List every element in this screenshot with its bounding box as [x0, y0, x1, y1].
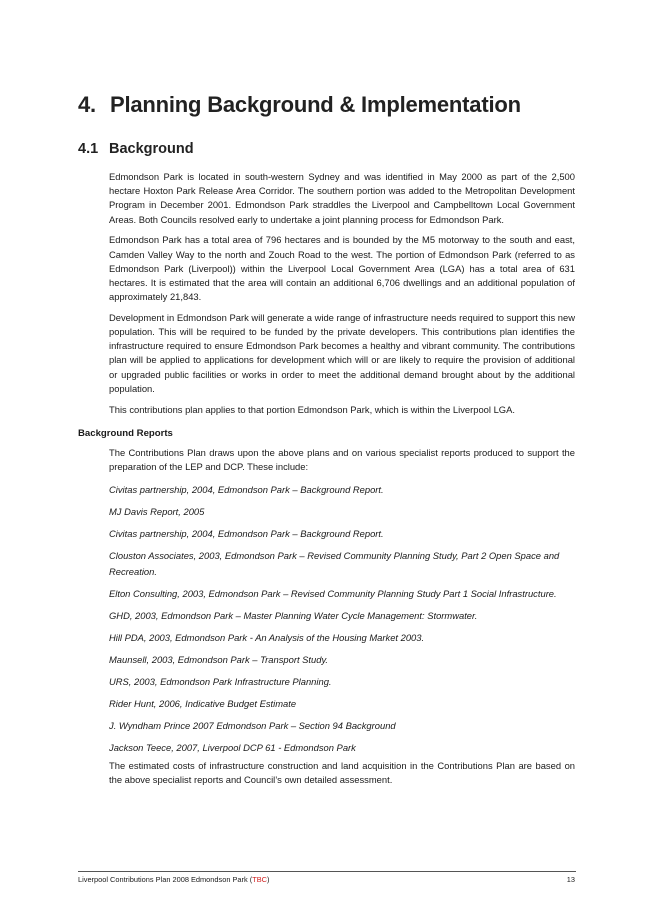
reports-closing-text: The estimated costs of infrastructure construction and land acquisition in the Contributions Plan are based on the above specialist reports and Council’s own detailed assessment. — [109, 760, 575, 786]
chapter-number: 4. — [78, 92, 96, 117]
report-reference: Maunsell, 2003, Edmondson Park – Transport Study. — [109, 654, 329, 665]
report-reference: GHD, 2003, Edmondson Park – Master Planning Water Cycle Management: Stormwater. — [109, 610, 478, 621]
chapter-title: Planning Background & Implementation — [110, 92, 521, 117]
report-reference: Civitas partnership, 2004, Edmondson Park – Background Report. — [109, 484, 384, 495]
footer-tbc: TBC — [252, 875, 267, 884]
report-reference: J. Wyndham Prince 2007 Edmondson Park – Section 94 Background — [109, 720, 396, 731]
footer-title-text: Liverpool Contributions Plan 2008 Edmondson Park ( — [78, 875, 253, 884]
report-reference: Jackson Teece, 2007, Liverpool DCP 61 - Edmondson Park — [109, 742, 356, 753]
background-paragraph: Edmondson Park is located in south-western Sydney and was identified in May 2000 as part of the 2,500 hectare Hoxton Park Release Area Corridor. The southern portion was added to the Metropolitan Development Program in December 2001. Edmondson Park straddles the Liverpool and Campbelltown Local Government Areas. Both Councils resolved early to undertake a joint planning process for Edmondson Park. — [109, 171, 575, 225]
report-reference: URS, 2003, Edmondson Park Infrastructure Planning. — [109, 676, 332, 687]
page-number: 13 — [566, 875, 575, 884]
section-title: Background — [109, 141, 194, 157]
reports-intro-text: The Contributions Plan draws upon the above plans and on various specialist reports produced to support the preparation of the LEP and DCP. These include: — [109, 447, 575, 473]
background-paragraph: Edmondson Park has a total area of 796 hectares and is bounded by the M5 motorway to the south and east, Camden Valley Way to the north and Zouch Road to the west. The portion of Edmondson Park (referred to as Edmondson Park (Liverpool)) within the Liverpool Local Government Area (LGA) has a total area of 631 hectares. It is estimated that the area will contain an additional 6,706 dwellings and an additional population of approximately 21,843. — [109, 234, 575, 303]
report-reference: Clouston Associates, 2003, Edmondson Park – Revised Community Planning Study, Part 2 Open Space and Recreation. — [109, 550, 560, 577]
background-paragraph: Development in Edmondson Park will generate a wide range of infrastructure needs required to support this new population. This will be required to be funded by the private developers. This contributions plan identifies the infrastructure required to ensure Edmondson Park becomes a healthy and vibrant community. The contributions plan will be applied to applications for development which will or are likely to require the provision of additional or upgraded public facilities or works in order to meet the additional demand brought about by the additional population. — [109, 311, 575, 394]
background-paragraph: This contributions plan applies to that portion Edmondson Park, which is within the Liverpool LGA. — [109, 403, 515, 415]
footer-title-close: ) — [267, 875, 270, 884]
chapter-heading — [78, 92, 521, 118]
report-reference: Civitas partnership, 2004, Edmondson Park – Background Report. — [109, 528, 384, 539]
background-body — [109, 170, 575, 423]
section-heading — [78, 141, 194, 157]
reports-closing — [109, 759, 575, 794]
reports-intro — [109, 446, 575, 481]
reports-heading: Background Reports — [78, 428, 173, 439]
footer-title — [78, 875, 269, 884]
section-number: 4.1 — [78, 141, 99, 157]
report-reference: Hill PDA, 2003, Edmondson Park - An Analysis of the Housing Market 2003. — [109, 632, 425, 643]
footer-divider — [78, 871, 576, 872]
report-reference: MJ Davis Report, 2005 — [109, 506, 205, 517]
report-reference: Elton Consulting, 2003, Edmondson Park – Revised Community Planning Study Part 1 Social Infrastructure. — [109, 588, 557, 599]
report-reference: Rider Hunt, 2006, Indicative Budget Estimate — [109, 698, 297, 709]
